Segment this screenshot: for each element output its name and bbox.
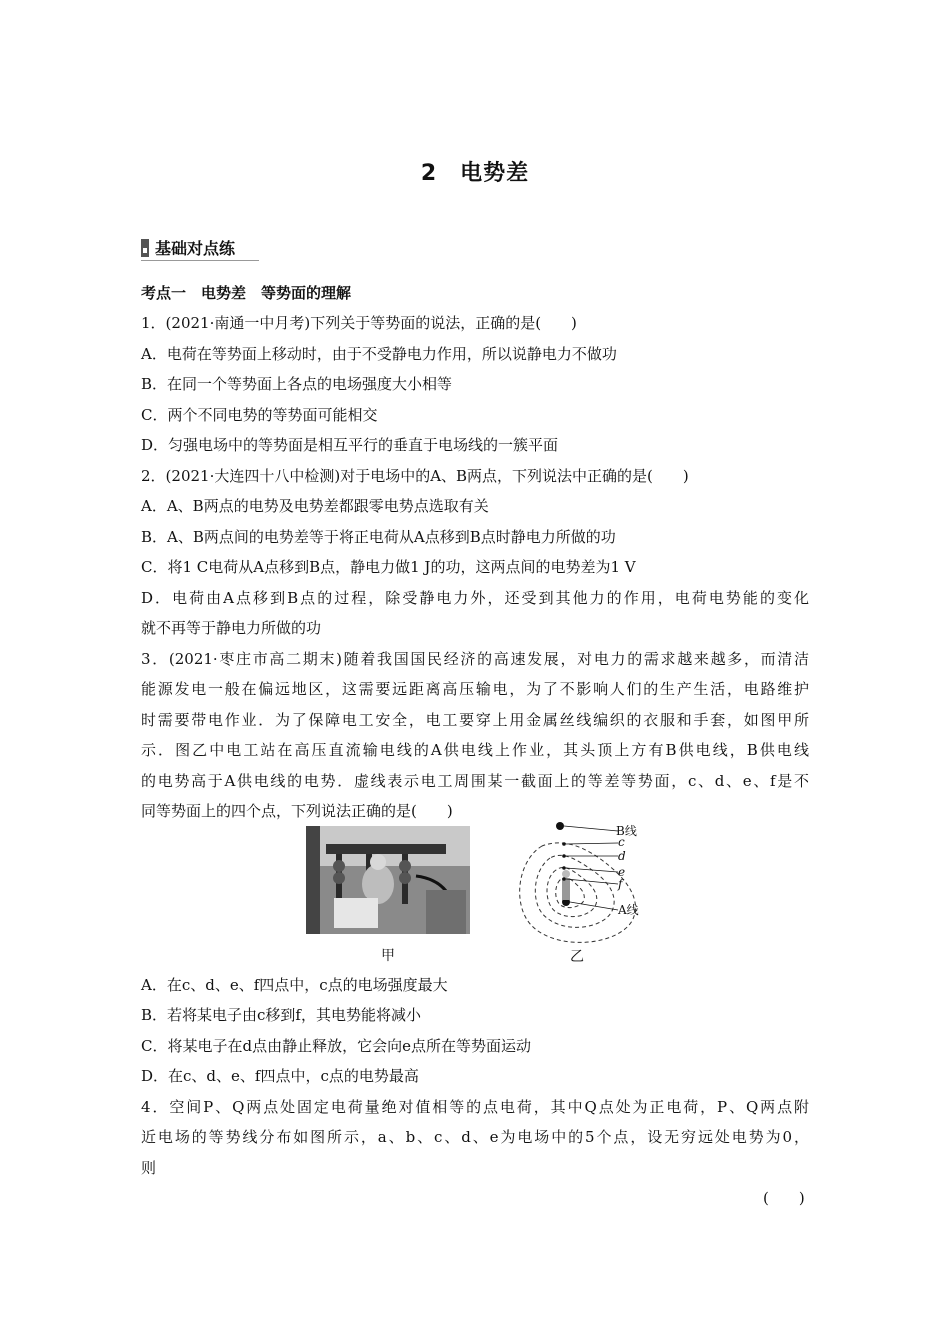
label-c: c xyxy=(618,835,625,849)
label-a-line: A线 xyxy=(618,903,639,917)
q1-option-a: A．电荷在等势面上移动时，由于不受静电力作用，所以说静电力不做功 xyxy=(141,345,617,363)
question-1: 1．(2021·南通一中月考)下列关于等势面的说法，正确的是( ) xyxy=(141,314,577,332)
q2-option-a: A．A、B两点的电势及电势差都跟零电势点选取有关 xyxy=(141,497,489,515)
q3-option-c: C．将某电子在d点由静止释放，它会向e点所在等势面运动 xyxy=(141,1037,531,1055)
figure-caption-left: 甲 xyxy=(381,948,395,964)
label-e: e xyxy=(618,865,626,879)
question-4-line1: 4．空间P、Q两点处固定电荷量绝对值相等的点电荷，其中Q点处为正电荷，P、Q两点附 xyxy=(141,1098,809,1116)
answer-bracket: ( ) xyxy=(763,1189,805,1207)
question-4-line2: 近电场的等势线分布如图所示，a、b、c、d、e为电场中的5个点，设无穷远处电势为0， xyxy=(141,1128,809,1146)
q2-option-b: B．A、B两点间的电势差等于将正电荷从A点移到B点时静电力所做的功 xyxy=(141,528,616,546)
question-3-line6: 同等势面上的四个点，下列说法正确的是( ) xyxy=(141,802,453,820)
q1-option-d: D．匀强电场中的等势面是相互平行的垂直于电场线的一簇平面 xyxy=(141,436,559,454)
q2-option-d-line2: 就不再等于静电力所做的功 xyxy=(141,619,322,637)
label-f: f xyxy=(618,877,623,891)
q3-option-a: A．在c、d、e、f四点中，c点的电场强度最大 xyxy=(141,976,448,994)
section-marker-icon xyxy=(141,239,149,257)
q2-option-d-line1: D．电荷由A点移到B点的过程，除受静电力外，还受到其他力的作用，电荷电势能的变化 xyxy=(141,589,809,607)
section-heading-text: 基础对点练 xyxy=(155,239,236,258)
q1-option-c: C．两个不同电势的等势面可能相交 xyxy=(141,406,378,424)
page-title: 2 电势差 xyxy=(420,161,530,186)
q2-option-c: C．将1 C电荷从A点移到B点，静电力做1 J的功，这两点间的电势差为1 V xyxy=(141,558,636,576)
question-3-line4: 示．图乙中电工站在高压直流输电线的A供电线上作业，其头顶上方有B供电线，B供电线 xyxy=(141,741,809,759)
figure-caption-right: 乙 xyxy=(570,949,584,965)
q3-option-d: D．在c、d、e、f四点中，c点的电势最高 xyxy=(141,1067,419,1085)
question-2: 2．(2021·大连四十八中检测)对于电场中的A、B两点，下列说法中正确的是( ) xyxy=(141,467,689,485)
section-heading xyxy=(141,236,259,261)
label-b-line: B线 xyxy=(616,824,637,838)
question-3-line2: 能源发电一般在偏远地区，这需要远距离高压输电，为了不影响人们的生产生活，电路维护 xyxy=(141,680,809,698)
question-4-line3: 则 xyxy=(141,1159,157,1177)
question-3-line1: 3．(2021·枣庄市高二期末)随着我国国民经济的高速发展，对电力的需求越来越多，而清洁 xyxy=(141,650,809,668)
label-d: d xyxy=(618,849,626,863)
topic-heading: 考点一 电势差 等势面的理解 xyxy=(141,284,352,302)
q1-option-b: B．在同一个等势面上各点的电场强度大小相等 xyxy=(141,375,453,393)
equipotential-diagram xyxy=(512,816,652,952)
electrician-photo xyxy=(306,826,470,934)
question-3-line3: 时需要带电作业．为了保障电工安全，电工要穿上用金属丝线编织的衣服和手套，如图甲所 xyxy=(141,711,809,729)
question-3-line5: 的电势高于A供电线的电势．虚线表示电工周围某一截面上的等差等势面，c、d、e、f是不 xyxy=(141,772,809,790)
q3-option-b: B．若将某电子由c移到f，其电势能将减小 xyxy=(141,1006,421,1024)
